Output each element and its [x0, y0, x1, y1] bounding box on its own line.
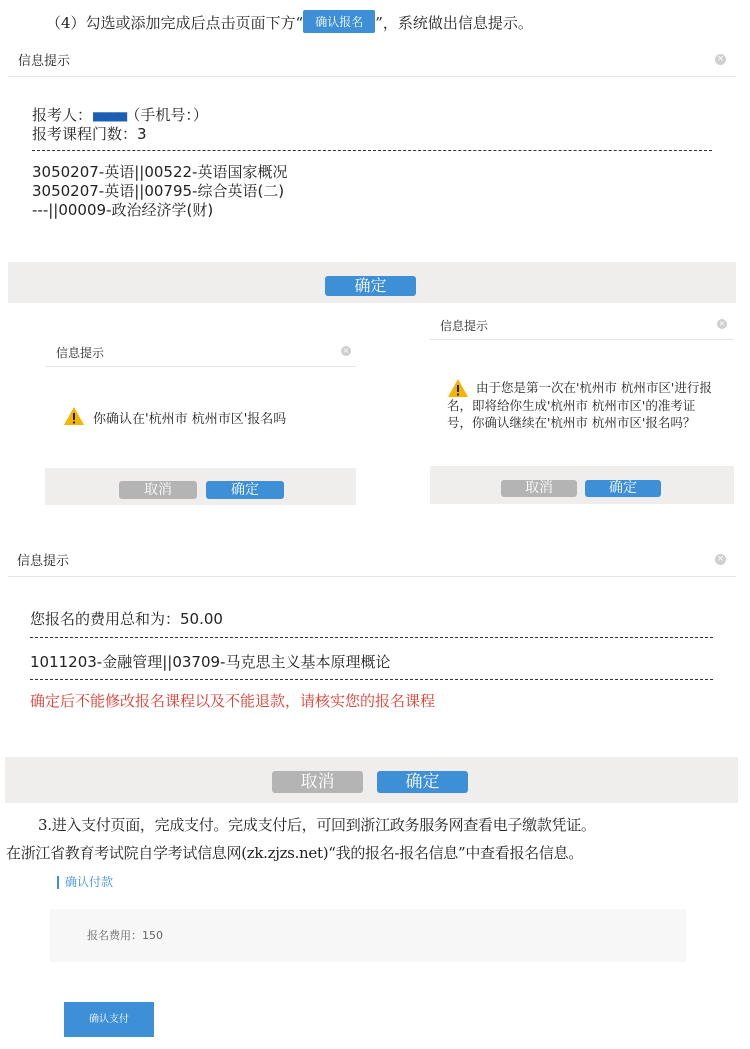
phone-label: （手机号：）	[125, 106, 208, 124]
dialog-title: 信息提示	[440, 319, 489, 333]
course-count: 报考课程门数：3	[32, 125, 147, 143]
step3-line: 3.进入支付页面，完成支付。完成支付后，可回到浙江政务服务网查看电子缴款凭证。	[38, 816, 596, 834]
warning-text: 确定后不能修改报名课程以及不能退款，请核实您的报名课程	[30, 692, 436, 710]
warning-icon	[447, 378, 469, 398]
confirm-payment-button[interactable]: 确认支付	[64, 1002, 154, 1037]
confirm-button[interactable]: 确定	[206, 481, 284, 499]
course-item: 3050207-英语||00522-英语国家概况	[32, 163, 288, 181]
dialog-footer	[45, 468, 356, 505]
course-item: 1011203-金融管理||03709-马克思主义基本原理概论	[30, 653, 391, 671]
dialog-message: 你确认在'杭州市 杭州市区'报名吗	[93, 412, 287, 427]
title-divider	[430, 339, 734, 340]
applicant-line	[32, 104, 208, 125]
dashed-divider	[30, 679, 713, 680]
dialog-message-line: 名，即将给你生成'杭州市 杭州市区'的准考证	[447, 398, 696, 413]
applicant-label: 报考人：	[32, 106, 93, 124]
course-item: ---||00009-政治经济学(财)	[32, 201, 214, 219]
cancel-button[interactable]: 取消	[501, 480, 577, 497]
close-icon[interactable]: ×	[716, 554, 725, 564]
title-divider	[8, 76, 736, 77]
fee-label: 报名费用：150	[87, 929, 163, 942]
applicant-name-masked: ■■■■	[92, 109, 126, 123]
dialog-title: 信息提示	[18, 54, 71, 69]
close-icon[interactable]: ×	[716, 54, 725, 64]
confirm-registration-button-image: 确认报名	[303, 10, 375, 33]
title-divider	[8, 576, 736, 577]
dialog-footer	[430, 466, 734, 504]
cancel-button[interactable]: 取消	[119, 481, 197, 499]
step4-instruction	[46, 10, 533, 33]
close-icon[interactable]: ×	[718, 319, 726, 328]
confirm-button[interactable]: 确定	[585, 480, 661, 497]
dialog-title: 信息提示	[56, 346, 105, 360]
title-divider	[45, 366, 356, 367]
step4-suffix: ”，系统做出信息提示。	[375, 14, 533, 32]
close-icon[interactable]: ×	[342, 346, 350, 355]
fee-total: 您报名的费用总和为：50.00	[30, 610, 223, 628]
cancel-button[interactable]: 取消	[272, 771, 363, 793]
dialog-message-line: 号，你确认继续在'杭州市 杭州市区'报名吗？	[447, 415, 696, 430]
confirm-button[interactable]: 确定	[377, 771, 468, 793]
course-item: 3050207-英语||00795-综合英语(二)	[32, 182, 285, 200]
dialog-footer	[5, 757, 738, 803]
step3-line: 在浙江省教育考试院自学考试信息网(zk.zjzs.net)“我的报名-报名信息”中查看报名信息。	[6, 844, 583, 862]
confirm-button[interactable]: 确定	[325, 276, 416, 296]
dialog-message-line: 由于您是第一次在'杭州市 杭州市区'进行报	[476, 380, 712, 395]
dashed-divider	[30, 637, 713, 638]
step4-prefix: （4）勾选或添加完成后点击页面下方“	[46, 14, 304, 32]
dashed-divider	[32, 150, 712, 151]
dialog-title: 信息提示	[17, 554, 70, 569]
warning-icon	[63, 406, 85, 426]
section-title: 确认付款	[57, 876, 113, 889]
